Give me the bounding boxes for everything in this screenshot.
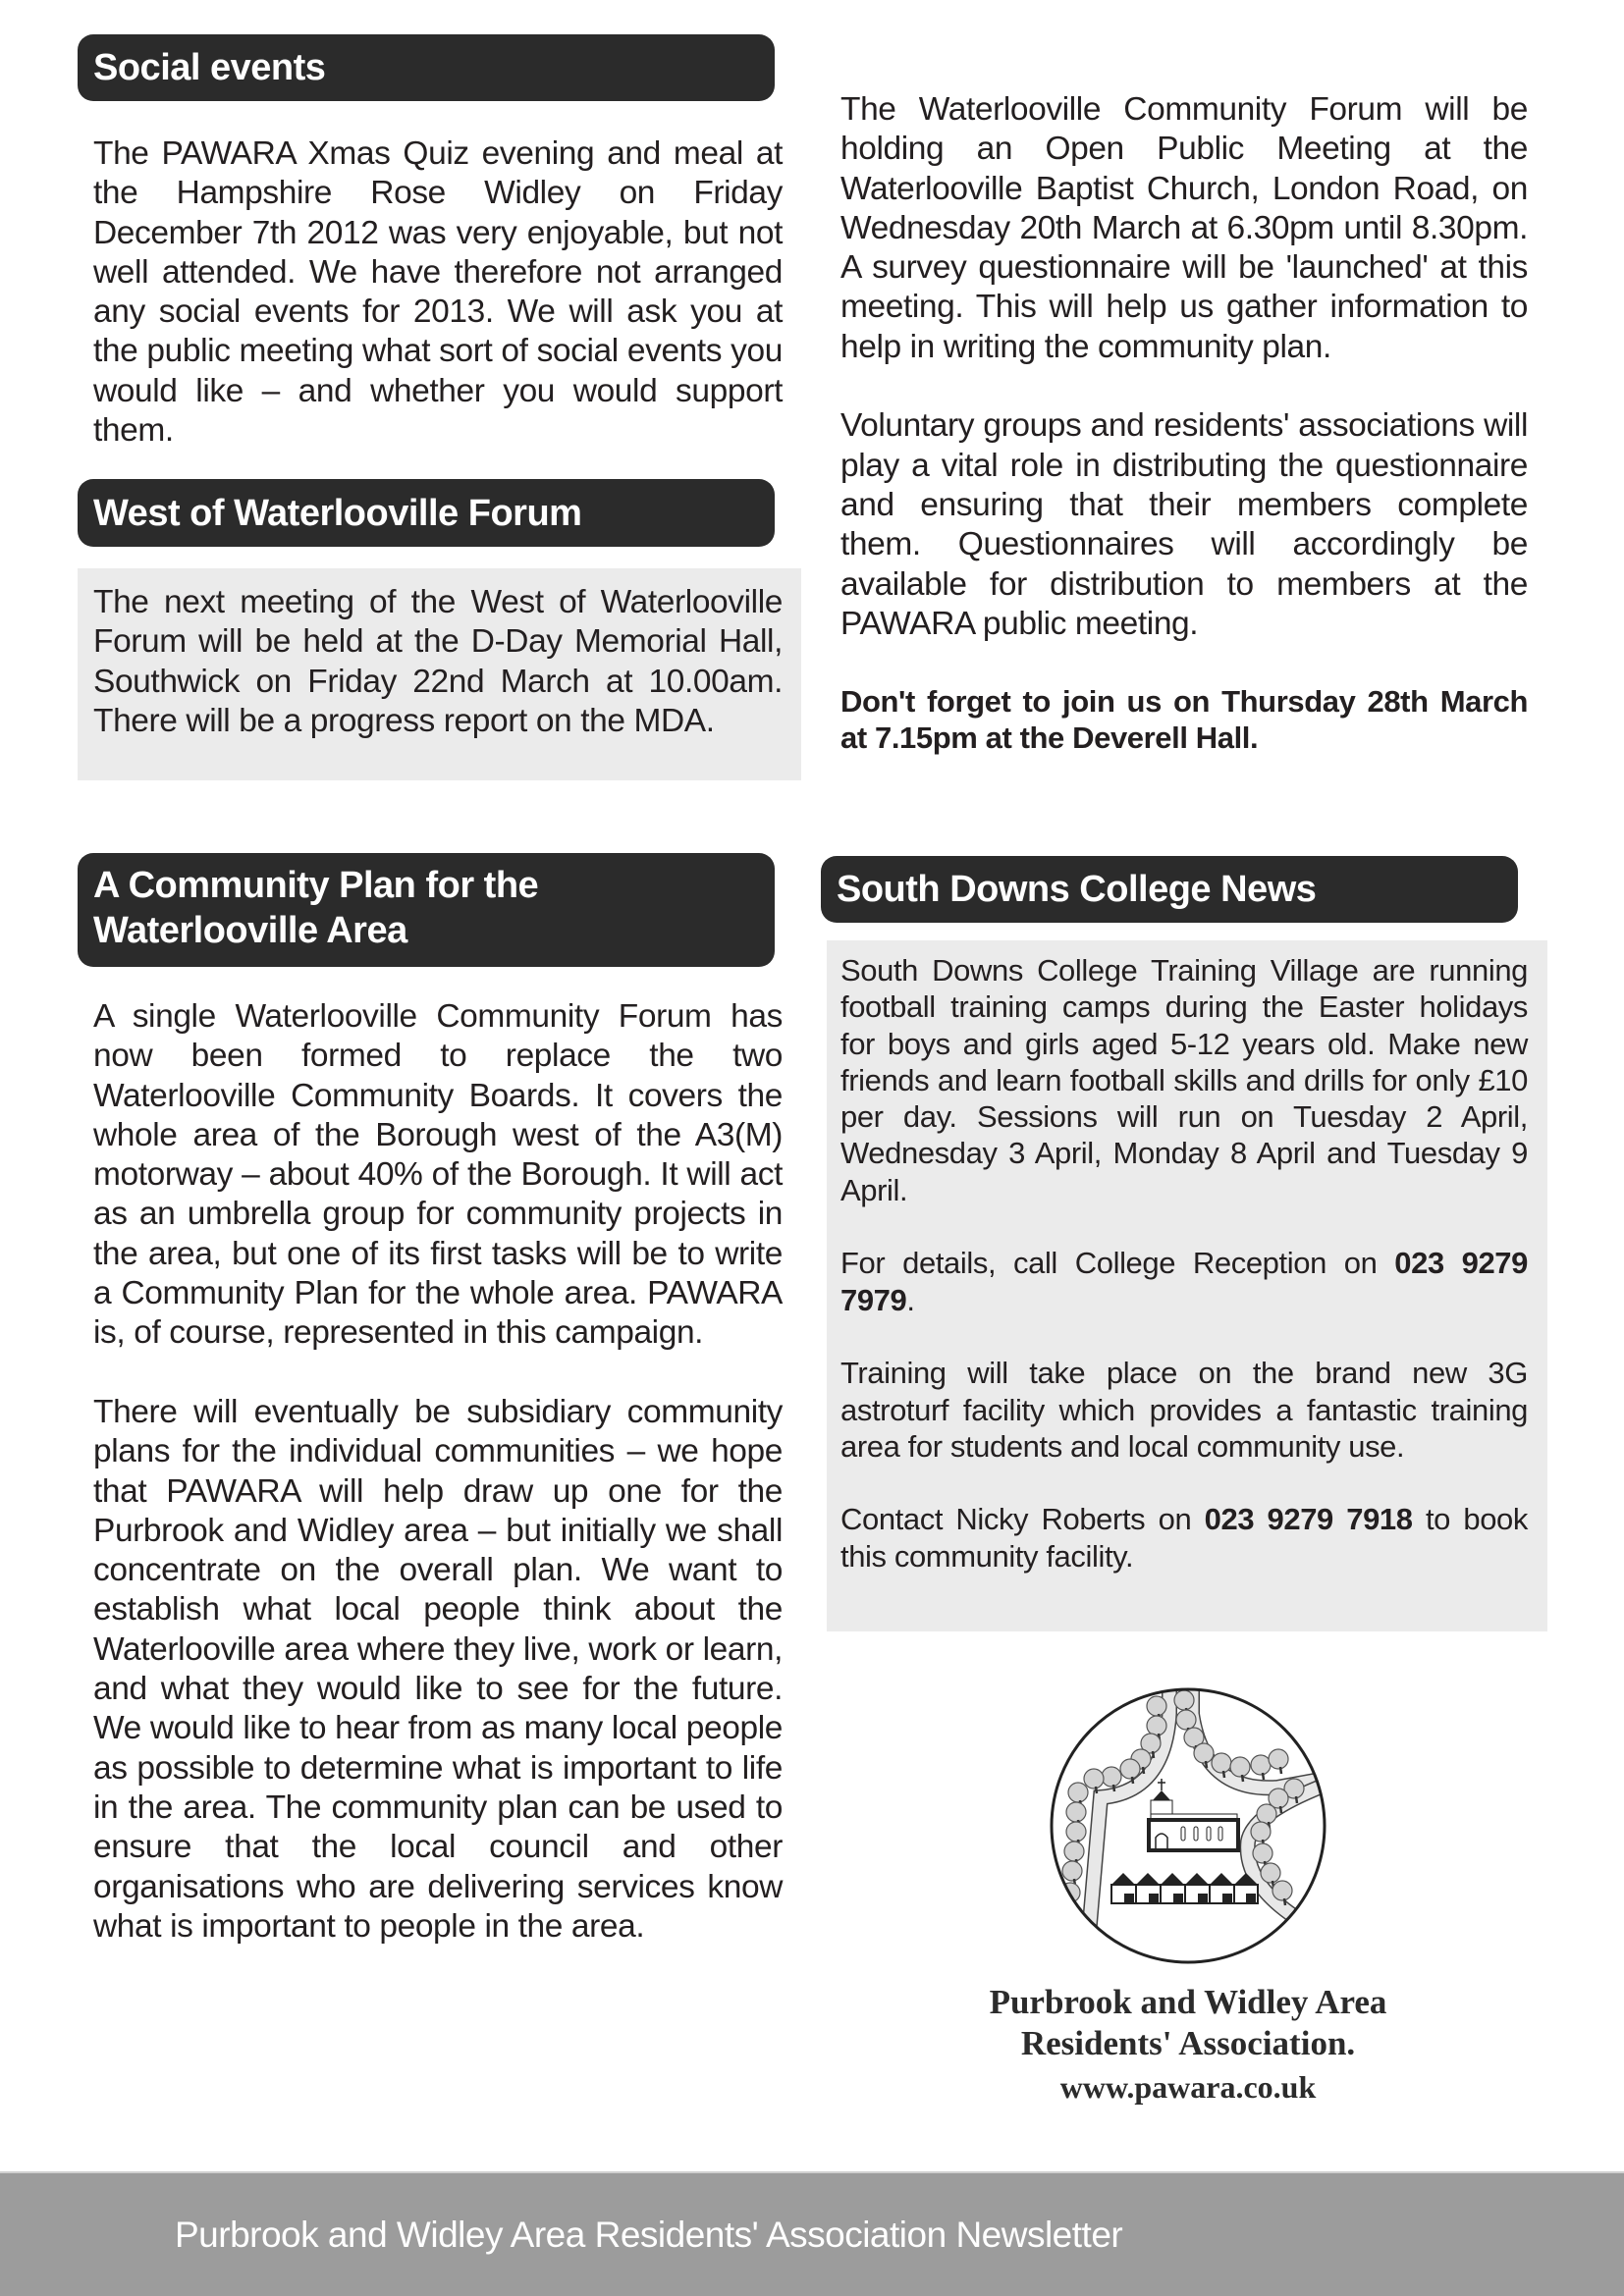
community-plan-paragraph-1: A single Waterlooville Community Forum has now been formed to replace the two Waterlooville Community Boards. It covers the whole area of the Borough west of the A3(M) motorway – about 40% of the Borough. It will act as an umbrella group for community projects in the area, but one of its first tasks will be to write a Community Plan for the whole area. PAWARA is, of course, represented in this campaign. (93, 998, 783, 1352)
association-name-line2: Residents' Association. (1020, 2024, 1356, 2062)
college-news-paragraph-4: Contact Nicky Roberts on 023 9279 7918 to book this community facility. (840, 1502, 1528, 1574)
west-forum-heading (78, 479, 775, 547)
association-name-line1: Purbrook and Widley Area (989, 1983, 1387, 2021)
booking-phone: 023 9279 7918 (1204, 1502, 1413, 1537)
community-plan-heading-line2: Waterlooville Area (93, 910, 407, 951)
west-forum-paragraph: The next meeting of the West of Waterlooville Forum will be held at the D-Day Memorial Hall, Southwick on Friday 22nd March at 10.00am. There will be a progress report on the MDA. (93, 584, 783, 739)
social-events-heading-text: Social events (93, 47, 326, 88)
community-plan-heading (78, 853, 775, 967)
meeting-reminder: Don't forget to join us on Thursday 28th March at 7.15pm at the Deverell Hall. (840, 684, 1528, 756)
footer-title: Purbrook and Widley Area Residents' Association Newsletter (175, 2215, 1123, 2255)
college-news-heading-text: South Downs College News (837, 869, 1317, 910)
village-church-logo-icon (1047, 1684, 1329, 1967)
college-news-body (840, 952, 1528, 1575)
west-forum-body (93, 583, 783, 741)
newsletter-footer (0, 2171, 1624, 2296)
west-forum-heading-text: West of Waterlooville Forum (93, 492, 582, 534)
forum-meeting-paragraph-1: The Waterlooville Community Forum will be holding an Open Public Meeting at the Waterlooville Baptist Church, London Road, on Wednesday 20th March at 6.30pm until 8.30pm. A survey questionnaire will be 'launched' at this meeting. This will help us gather information to help in writing the community plan. (840, 91, 1528, 365)
community-plan-heading-line1: A Community Plan for the (93, 865, 539, 906)
community-plan-body (93, 997, 783, 1947)
community-plan-paragraph-2: There will eventually be subsidiary community plans for the individual communities – we hope that PAWARA will help draw up one for the Purbrook and Widley area – but initially we shall concentrate on the overall plan. We want to establish what local people think about the Waterlooville area where they live, work or learn, and what they would like to see for the future. We would like to hear from as many local people as possible to determine what is important to life in the area. The community plan can be used to ensure that the local council and other organisations who are delivering services know what is important to people in the area. (93, 1393, 783, 1945)
social-events-paragraph: The PAWARA Xmas Quiz evening and meal at the Hampshire Rose Widley on Friday December 7th 2012 was very enjoyable, but not well attended. We have therefore not arranged any social events for 2013. We will ask you at the public meeting what sort of social events you would like – and whether you would support them. (93, 135, 783, 450)
forum-meeting-body (840, 90, 1528, 757)
website-link[interactable]: www.pawara.co.uk (1059, 2069, 1317, 2105)
college-news-paragraph-2: For details, call College Reception on 023 9279 7979. (840, 1246, 1528, 1317)
forum-meeting-paragraph-2: Voluntary groups and residents' associations will play a vital role in distributing the questionnaire and ensuring that their members complete them. Questionnaires will accordingly be available for distribution to members at the PAWARA public meeting. (840, 407, 1528, 642)
college-news-heading (821, 856, 1518, 923)
social-events-heading (78, 34, 775, 101)
college-news-paragraph-3: Training will take place on the brand new 3G astroturf facility which provides a fantastic training area for students and local community use. (840, 1356, 1528, 1464)
college-reception-phone: 023 9279 7979 (840, 1246, 1528, 1317)
college-news-paragraph-1: South Downs College Training Village are running football training camps during the Easter holidays for boys and girls aged 5-12 years old. Make new friends and learn football skills and drills for only £10 per day. Sessions will run on Tuesday 2 April, Wednesday 3 April, Monday 8 April and Tuesday 9 April. (840, 953, 1528, 1207)
social-events-body (93, 134, 783, 451)
